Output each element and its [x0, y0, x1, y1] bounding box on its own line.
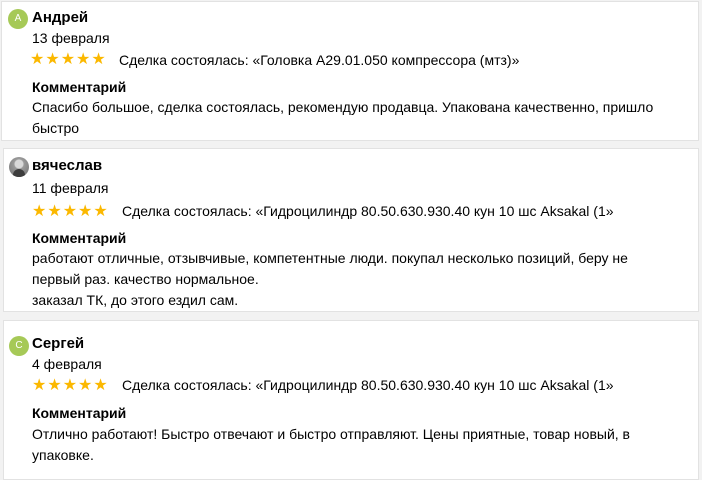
review-date: 4 февраля	[32, 356, 102, 372]
avatar[interactable]: А	[8, 9, 28, 29]
review-author[interactable]: Андрей	[32, 9, 89, 26]
rating-stars: ★★★★★	[30, 51, 107, 68]
review-card	[3, 148, 699, 312]
review-author[interactable]: Сергей	[32, 335, 85, 352]
comment-line: работают отличные, отзывчивые, компетентные люди. покупал несколько позиций, беру не	[32, 250, 628, 266]
comment-text	[32, 248, 694, 311]
comment-line: Спасибо большое, сделка состоялась, рекомендую продавца. Упакована качественно, пришло	[32, 99, 654, 115]
rating-stars: ★★★★★	[32, 377, 109, 394]
avatar[interactable]	[9, 157, 29, 177]
rating-stars: ★★★★★	[32, 203, 109, 220]
comment-label: Комментарий	[32, 405, 127, 421]
comment-line: Отлично работают! Быстро отвечают и быстро отправляют. Цены приятные, товар новый, в	[32, 426, 630, 442]
comment-text	[32, 97, 692, 139]
comment-line: упаковке.	[32, 447, 94, 463]
deal-status: Сделка состоялась: «Головка А29.01.050 компрессора (мтз)»	[119, 52, 520, 68]
deal-status: Сделка состоялась: «Гидроцилиндр 80.50.630.930.40 кун 10 шс Aksakal (1»	[122, 203, 614, 219]
deal-status: Сделка состоялась: «Гидроцилиндр 80.50.630.930.40 кун 10 шс Aksakal (1»	[122, 377, 614, 393]
review-card	[1, 1, 699, 141]
comment-text	[32, 424, 694, 466]
comment-label: Комментарий	[32, 230, 127, 246]
comment-line: первый раз. качество нормальное.	[32, 271, 259, 287]
review-date: 11 февраля	[32, 180, 109, 196]
comment-line: быстро	[32, 120, 80, 136]
comment-line: заказал ТК, до этого ездил сам.	[32, 292, 239, 308]
avatar[interactable]: С	[9, 336, 29, 356]
review-author[interactable]: вячеслав	[32, 157, 103, 174]
comment-label: Комментарий	[32, 79, 127, 95]
review-date: 13 февраля	[32, 30, 110, 46]
review-card	[3, 320, 699, 480]
